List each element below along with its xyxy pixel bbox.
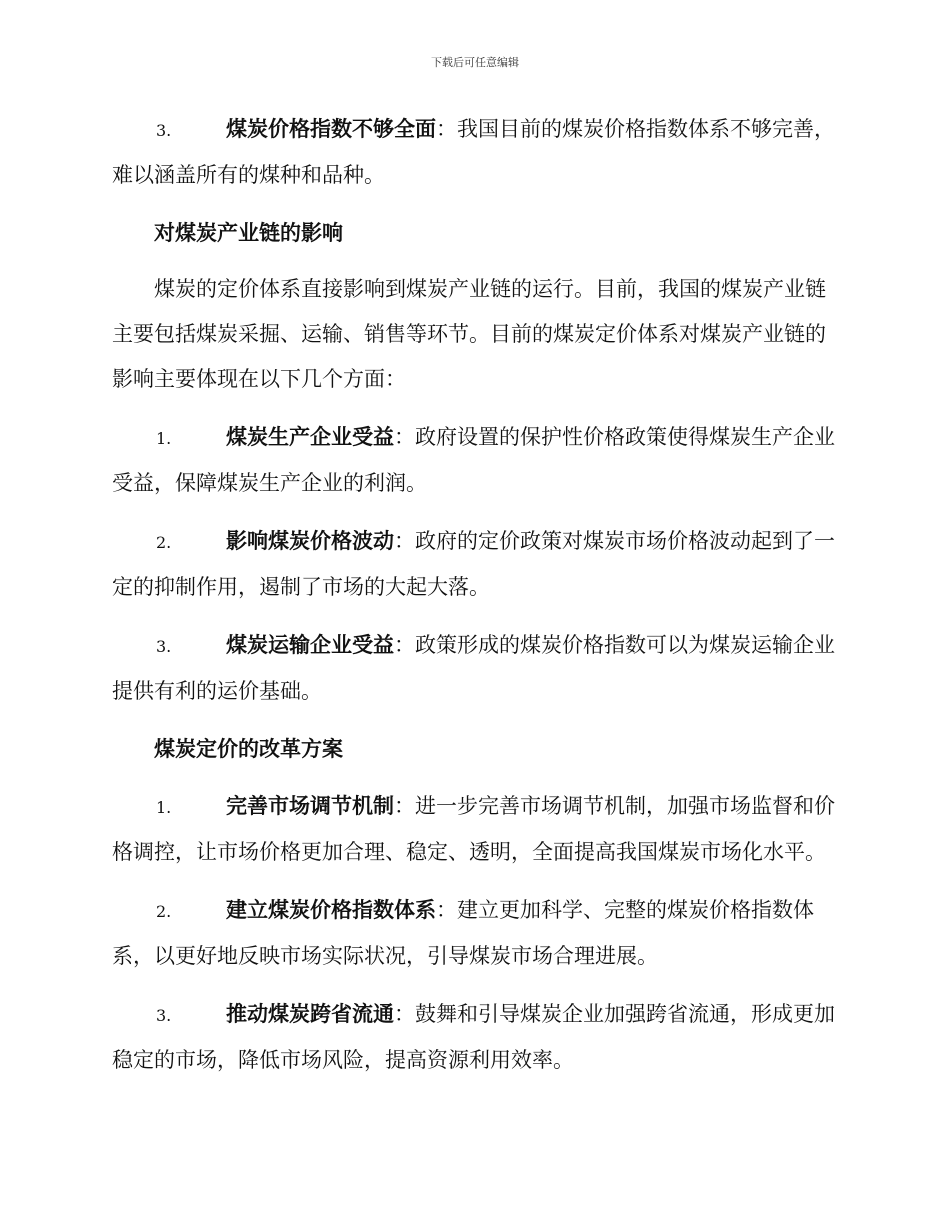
page-header: 下载后可任意编辑 <box>431 56 519 69</box>
list-term: 煤炭运输企业受益 <box>226 632 394 657</box>
list-text: 鼓舞和引导煤炭企业加强跨省流通，形成更加稳定的市场，降低市场风险，提高资源利用效率。 <box>112 1002 835 1072</box>
list-text: 进一步完善市场调节机制，加强市场监督和价格调控，让市场价格更加合理、稳定、透明，全面提高我国煤炭市场化水平。 <box>112 794 835 864</box>
list-term: 建立煤炭价格指数体系 <box>226 897 436 922</box>
list-number: 2. <box>156 902 172 921</box>
list-term: 推动煤炭跨省流通 <box>226 1001 394 1026</box>
list-number: 3. <box>156 121 172 140</box>
list-item <box>112 106 837 198</box>
list-separator: ： <box>394 1002 415 1026</box>
list-number: 1. <box>156 798 172 817</box>
list-item <box>112 887 837 979</box>
section-heading: 煤炭定价的改革方案 <box>154 736 343 761</box>
list-separator: ： <box>394 633 415 657</box>
section-heading: 对煤炭产业链的影响 <box>154 220 343 245</box>
list-item <box>112 518 837 610</box>
list-text: 政策形成的煤炭价格指数可以为煤炭运输企业提供有利的运价基础。 <box>112 633 835 703</box>
document-body <box>112 106 837 1095</box>
list-number: 3. <box>156 637 172 656</box>
list-item <box>112 622 837 714</box>
list-term: 煤炭生产企业受益 <box>226 424 394 449</box>
list-item <box>112 414 837 506</box>
list-term: 煤炭价格指数不够全面 <box>226 116 436 141</box>
list-text: 我国目前的煤炭价格指数体系不够完善，难以涵盖所有的煤种和品种。 <box>112 117 835 187</box>
list-number: 3. <box>156 1006 172 1025</box>
list-text: 建立更加科学、完整的煤炭价格指数体系，以更好地反映市场实际状况，引导煤炭市场合理进展。 <box>112 898 814 968</box>
list-separator: ： <box>436 898 457 922</box>
list-item <box>112 991 837 1083</box>
list-separator: ： <box>436 117 457 141</box>
list-item <box>112 783 837 875</box>
list-term: 完善市场调节机制 <box>226 793 394 818</box>
list-number: 1. <box>156 429 172 448</box>
list-number: 2. <box>156 533 172 552</box>
list-term: 影响煤炭价格波动 <box>226 528 394 553</box>
list-separator: ： <box>394 529 415 553</box>
list-text: 政府设置的保护性价格政策使得煤炭生产企业受益，保障煤炭生产企业的利润。 <box>112 425 835 495</box>
list-text: 政府的定价政策对煤炭市场价格波动起到了一定的抑制作用，遏制了市场的大起大落。 <box>112 529 835 599</box>
list-separator: ： <box>394 794 415 818</box>
paragraph: 煤炭的定价体系直接影响到煤炭产业链的运行。目前，我国的煤炭产业链主要包括煤炭采掘、运输、销售等环节。目前的煤炭定价体系对煤炭产业链的影响主要体现在以下几个方面： <box>112 277 826 391</box>
list-separator: ： <box>394 425 415 449</box>
